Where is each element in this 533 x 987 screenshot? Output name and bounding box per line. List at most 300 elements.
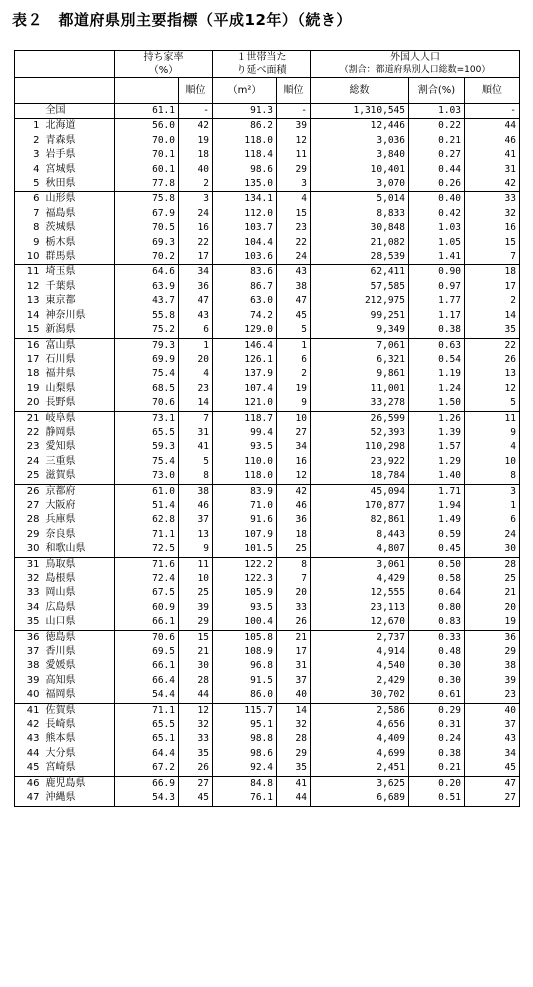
cell-own-rank: 27 xyxy=(179,776,213,791)
cell-fpop: 4,699 xyxy=(311,747,409,761)
cell-own-rank: 47 xyxy=(179,294,213,308)
cell-own: 71.6 xyxy=(115,557,179,572)
cell-code: 15 xyxy=(15,323,43,338)
cell-own: 64.4 xyxy=(152,747,175,759)
national-own: 61.1 xyxy=(115,104,179,119)
table-row xyxy=(15,163,520,177)
cell-area-rank: 5 xyxy=(277,323,311,338)
cell-own: 70.2 xyxy=(152,251,175,263)
table-row xyxy=(15,192,520,207)
cell-name: 島根県 xyxy=(43,572,115,586)
cell-area-rank: 28 xyxy=(277,732,311,746)
cell-fratio: 0.30 xyxy=(409,674,465,688)
cell-area-rank: 26 xyxy=(277,615,311,630)
cell-code: 5 xyxy=(15,177,43,192)
table-row xyxy=(15,440,520,454)
cell-area-rank: 47 xyxy=(277,294,311,308)
cell-name: 高知県 xyxy=(43,674,115,688)
cell-own-rank: 6 xyxy=(179,323,213,338)
cell-fratio: 0.51 xyxy=(409,791,465,806)
cell-area: 83.6 xyxy=(213,265,277,280)
cell-frank: 45 xyxy=(465,761,520,776)
cell-area-rank: 3 xyxy=(277,177,311,192)
cell-area-rank: 2 xyxy=(277,367,311,381)
cell-name: 熊本県 xyxy=(43,732,115,746)
cell-area: 91.6 xyxy=(250,514,273,526)
table-row xyxy=(15,396,520,411)
cell-own-rank: 33 xyxy=(179,732,213,746)
cell-area-rank: 25 xyxy=(277,542,311,557)
cell-frank: 16 xyxy=(465,221,520,235)
cell-fratio: 1.39 xyxy=(409,426,465,440)
cell-own-rank: 45 xyxy=(179,791,213,806)
cell-own: 68.5 xyxy=(152,382,175,394)
cell-own: 66.1 xyxy=(152,616,175,628)
table-row xyxy=(15,280,520,294)
cell-area-rank: 23 xyxy=(277,221,311,235)
cell-area: 121.0 xyxy=(244,397,273,409)
cell-own-rank: 36 xyxy=(179,280,213,294)
cell-code: 13 xyxy=(15,294,43,308)
cell-own: 54.4 xyxy=(152,689,175,701)
cell-area: 137.9 xyxy=(244,368,273,380)
cell-fratio: 1.29 xyxy=(409,455,465,469)
cell-fratio: 0.38 xyxy=(409,323,465,338)
national-fpop: 1,310,545 xyxy=(311,104,409,119)
header-area-unit: （m²） xyxy=(213,78,277,104)
cell-own: 60.9 xyxy=(152,601,175,613)
cell-fratio: 0.42 xyxy=(409,207,465,221)
table-row xyxy=(15,382,520,396)
cell-own: 70.6 xyxy=(152,397,175,409)
cell-code: 24 xyxy=(15,455,43,469)
cell-fpop: 4,914 xyxy=(311,645,409,659)
cell-own: 70.0 xyxy=(152,134,175,146)
cell-own-rank: 17 xyxy=(179,250,213,265)
cell-frank: 40 xyxy=(465,703,520,718)
cell-area: 126.1 xyxy=(244,353,273,365)
table-row xyxy=(15,601,520,615)
cell-fpop: 26,599 xyxy=(311,411,409,426)
cell-fpop: 10,401 xyxy=(311,163,409,177)
cell-fratio: 1.26 xyxy=(409,411,465,426)
cell-fpop: 4,540 xyxy=(311,659,409,673)
cell-code: 17 xyxy=(15,353,43,367)
cell-name: 青森県 xyxy=(43,134,115,148)
cell-area-rank: 46 xyxy=(277,499,311,513)
cell-area-rank: 35 xyxy=(277,761,311,776)
cell-frank: 4 xyxy=(465,440,520,454)
cell-area: 95.1 xyxy=(250,719,273,731)
table-row xyxy=(15,703,520,718)
cell-area-rank: 12 xyxy=(277,134,311,148)
cell-fpop: 3,070 xyxy=(311,177,409,192)
cell-area-rank: 29 xyxy=(277,163,311,177)
cell-own-rank: 29 xyxy=(179,615,213,630)
cell-own: 79.3 xyxy=(115,338,179,353)
cell-code: 3 xyxy=(15,148,43,162)
table-row xyxy=(15,265,520,280)
cell-fpop: 57,585 xyxy=(311,280,409,294)
cell-area-rank: 18 xyxy=(277,528,311,542)
cell-frank: 42 xyxy=(465,177,520,192)
cell-code: 40 xyxy=(15,688,43,703)
cell-frank: 30 xyxy=(465,542,520,557)
header-floor-area-label: １世帯当た り延べ面積 xyxy=(236,52,287,76)
cell-fratio: 1.50 xyxy=(409,396,465,411)
cell-own: 73.0 xyxy=(152,470,175,482)
cell-area-rank: 1 xyxy=(277,338,311,353)
header-foreign-population-label: 外国人人口 xyxy=(390,52,440,63)
cell-area: 129.0 xyxy=(244,324,273,336)
table-row xyxy=(15,221,520,235)
cell-own: 61.0 xyxy=(115,484,179,499)
header-corner-bottom xyxy=(15,78,115,104)
table-row xyxy=(15,528,520,542)
cell-area: 100.4 xyxy=(244,616,273,628)
cell-area-rank: 7 xyxy=(277,572,311,586)
cell-own: 60.1 xyxy=(152,163,175,175)
cell-area: 105.9 xyxy=(244,587,273,599)
cell-own: 56.0 xyxy=(115,119,179,134)
cell-frank: 28 xyxy=(465,557,520,572)
cell-fratio: 1.05 xyxy=(409,236,465,250)
cell-fratio: 0.21 xyxy=(409,761,465,776)
cell-frank: 11 xyxy=(465,411,520,426)
cell-fpop: 8,443 xyxy=(311,528,409,542)
cell-own-rank: 32 xyxy=(179,718,213,732)
cell-own-rank: 40 xyxy=(179,163,213,177)
cell-fpop: 2,737 xyxy=(311,630,409,645)
cell-fpop: 18,784 xyxy=(311,469,409,484)
cell-fratio: 0.54 xyxy=(409,353,465,367)
cell-area-rank: 32 xyxy=(277,718,311,732)
cell-area-rank: 16 xyxy=(277,455,311,469)
cell-fpop: 3,840 xyxy=(311,148,409,162)
cell-code: 25 xyxy=(15,469,43,484)
table-row xyxy=(15,732,520,746)
header-home-ownership: 持ち家率 （%） xyxy=(115,51,213,78)
cell-area: 83.9 xyxy=(213,484,277,499)
cell-own-rank: 9 xyxy=(179,542,213,557)
cell-frank: 47 xyxy=(465,776,520,791)
cell-fpop: 212,975 xyxy=(311,294,409,308)
cell-fratio: 0.33 xyxy=(409,630,465,645)
cell-area-rank: 34 xyxy=(277,440,311,454)
cell-frank: 22 xyxy=(465,338,520,353)
cell-area-rank: 11 xyxy=(277,148,311,162)
cell-fratio: 0.63 xyxy=(409,338,465,353)
cell-area: 84.8 xyxy=(213,776,277,791)
cell-area-rank: 17 xyxy=(277,645,311,659)
cell-area: 107.9 xyxy=(244,528,273,540)
cell-frank: 32 xyxy=(465,207,520,221)
cell-own: 67.9 xyxy=(152,207,175,219)
cell-fpop: 5,014 xyxy=(311,192,409,207)
table-row xyxy=(15,148,520,162)
cell-area: 86.2 xyxy=(213,119,277,134)
cell-frank: 3 xyxy=(465,484,520,499)
cell-area-rank: 36 xyxy=(277,513,311,527)
cell-own: 66.9 xyxy=(115,776,179,791)
cell-own: 59.3 xyxy=(152,441,175,453)
cell-frank: 43 xyxy=(465,732,520,746)
cell-fratio: 0.38 xyxy=(409,747,465,761)
cell-own-rank: 7 xyxy=(179,411,213,426)
cell-fratio: 1.03 xyxy=(409,221,465,235)
cell-name: 愛媛県 xyxy=(43,659,115,673)
cell-fpop: 9,349 xyxy=(311,323,409,338)
cell-code: 23 xyxy=(15,440,43,454)
cell-code: 2 xyxy=(15,134,43,148)
cell-frank: 34 xyxy=(465,747,520,761)
cell-fpop: 2,451 xyxy=(311,761,409,776)
cell-fpop: 99,251 xyxy=(311,309,409,323)
cell-code: 14 xyxy=(15,309,43,323)
cell-frank: 6 xyxy=(465,513,520,527)
cell-name: 千葉県 xyxy=(43,280,115,294)
cell-own-rank: 22 xyxy=(179,236,213,250)
cell-name: 鹿児島県 xyxy=(43,776,115,791)
table-row xyxy=(15,791,520,806)
table-row xyxy=(15,484,520,499)
cell-own: 65.1 xyxy=(152,733,175,745)
cell-own: 75.8 xyxy=(115,192,179,207)
cell-frank: 13 xyxy=(465,367,520,381)
cell-own-rank: 24 xyxy=(179,207,213,221)
cell-fratio: 1.19 xyxy=(409,367,465,381)
cell-area-rank: 43 xyxy=(277,265,311,280)
cell-code: 27 xyxy=(15,499,43,513)
cell-area: 92.4 xyxy=(250,762,273,774)
cell-name: 三重県 xyxy=(43,455,115,469)
table-row xyxy=(15,119,520,134)
cell-fratio: 1.17 xyxy=(409,309,465,323)
cell-fpop: 45,094 xyxy=(311,484,409,499)
cell-code: 10 xyxy=(15,250,43,265)
cell-frank: 39 xyxy=(465,674,520,688)
cell-area: 108.9 xyxy=(244,646,273,658)
cell-area: 135.0 xyxy=(244,178,273,190)
cell-frank: 12 xyxy=(465,382,520,396)
cell-code: 1 xyxy=(15,119,43,134)
cell-code: 45 xyxy=(15,761,43,776)
cell-name: 静岡県 xyxy=(43,426,115,440)
cell-own: 75.4 xyxy=(152,368,175,380)
cell-frank: 19 xyxy=(465,615,520,630)
cell-own: 70.1 xyxy=(152,149,175,161)
cell-fpop: 110,298 xyxy=(311,440,409,454)
cell-own: 65.5 xyxy=(152,426,175,438)
header-foreign-rank: 順位 xyxy=(465,78,520,104)
cell-own-rank: 39 xyxy=(179,601,213,615)
cell-area: 118.4 xyxy=(244,149,273,161)
cell-area: 105.8 xyxy=(213,630,277,645)
cell-code: 9 xyxy=(15,236,43,250)
national-area-rank: - xyxy=(277,104,311,119)
national-name: 全国 xyxy=(43,104,115,119)
cell-name: 宮崎県 xyxy=(43,761,115,776)
table-row xyxy=(15,455,520,469)
cell-frank: 31 xyxy=(465,163,520,177)
cell-area: 118.0 xyxy=(244,470,273,482)
table-row xyxy=(15,177,520,192)
cell-fpop: 12,555 xyxy=(311,586,409,600)
cell-code: 18 xyxy=(15,367,43,381)
cell-own: 69.5 xyxy=(152,646,175,658)
cell-own: 70.6 xyxy=(115,630,179,645)
cell-area-rank: 42 xyxy=(277,484,311,499)
cell-own-rank: 43 xyxy=(179,309,213,323)
cell-fpop: 23,113 xyxy=(311,601,409,615)
cell-own: 71.1 xyxy=(115,703,179,718)
cell-area: 63.0 xyxy=(250,295,273,307)
national-own-rank: - xyxy=(179,104,213,119)
cell-area-rank: 40 xyxy=(277,688,311,703)
table-row xyxy=(15,586,520,600)
cell-name: 福井県 xyxy=(43,367,115,381)
cell-frank: 17 xyxy=(465,280,520,294)
cell-fpop: 9,861 xyxy=(311,367,409,381)
cell-code: 4 xyxy=(15,163,43,177)
table-row xyxy=(15,411,520,426)
cell-own: 69.3 xyxy=(152,236,175,248)
table-row xyxy=(15,499,520,513)
cell-name: 神奈川県 xyxy=(43,309,115,323)
cell-own: 69.9 xyxy=(152,353,175,365)
cell-fratio: 0.61 xyxy=(409,688,465,703)
cell-fpop: 7,061 xyxy=(311,338,409,353)
cell-own-rank: 31 xyxy=(179,426,213,440)
cell-fratio: 0.48 xyxy=(409,645,465,659)
cell-name: 和歌山県 xyxy=(43,542,115,557)
cell-own-rank: 23 xyxy=(179,382,213,396)
cell-code: 22 xyxy=(15,426,43,440)
cell-area: 91.5 xyxy=(250,674,273,686)
cell-fpop: 21,082 xyxy=(311,236,409,250)
cell-area: 71.0 xyxy=(250,499,273,511)
cell-area: 118.7 xyxy=(213,411,277,426)
table-row xyxy=(15,659,520,673)
header-area-rank: 順位 xyxy=(277,78,311,104)
cell-code: 43 xyxy=(15,732,43,746)
cell-code: 28 xyxy=(15,513,43,527)
cell-own-rank: 42 xyxy=(179,119,213,134)
cell-area: 74.2 xyxy=(250,309,273,321)
cell-fpop: 82,861 xyxy=(311,513,409,527)
cell-fratio: 0.21 xyxy=(409,134,465,148)
table-row xyxy=(15,469,520,484)
header-foreign-population-note: （割合：都道府県別人口総数=100） xyxy=(339,65,491,75)
cell-own: 67.2 xyxy=(152,762,175,774)
cell-fpop: 3,036 xyxy=(311,134,409,148)
cell-name: 長野県 xyxy=(43,396,115,411)
cell-code: 12 xyxy=(15,280,43,294)
cell-own: 64.6 xyxy=(115,265,179,280)
cell-area: 96.8 xyxy=(250,660,273,672)
cell-area: 103.6 xyxy=(244,251,273,263)
cell-frank: 44 xyxy=(465,119,520,134)
cell-area-rank: 33 xyxy=(277,601,311,615)
cell-area: 93.5 xyxy=(250,601,273,613)
cell-own-rank: 21 xyxy=(179,645,213,659)
cell-own: 72.4 xyxy=(152,573,175,584)
cell-own: 63.9 xyxy=(152,280,175,292)
cell-name: 埼玉県 xyxy=(43,265,115,280)
cell-name: 山口県 xyxy=(43,615,115,630)
cell-area: 86.7 xyxy=(250,280,273,292)
cell-code: 7 xyxy=(15,207,43,221)
cell-name: 宮城県 xyxy=(43,163,115,177)
cell-frank: 7 xyxy=(465,250,520,265)
cell-code: 20 xyxy=(15,396,43,411)
cell-fratio: 0.20 xyxy=(409,776,465,791)
cell-own-rank: 12 xyxy=(179,703,213,718)
cell-code: 11 xyxy=(15,265,43,280)
cell-own-rank: 4 xyxy=(179,367,213,381)
table-row xyxy=(15,426,520,440)
table-row xyxy=(15,761,520,776)
cell-fpop: 52,393 xyxy=(311,426,409,440)
cell-own-rank: 37 xyxy=(179,513,213,527)
cell-area-rank: 31 xyxy=(277,659,311,673)
cell-code: 8 xyxy=(15,221,43,235)
cell-area: 98.6 xyxy=(250,747,273,759)
cell-area-rank: 8 xyxy=(277,557,311,572)
cell-own: 43.7 xyxy=(152,295,175,307)
cell-own: 67.5 xyxy=(152,587,175,599)
table-row xyxy=(15,615,520,630)
cell-own: 75.2 xyxy=(152,324,175,336)
cell-frank: 14 xyxy=(465,309,520,323)
cell-name: 佐賀県 xyxy=(43,703,115,718)
cell-code: 39 xyxy=(15,674,43,688)
table-row xyxy=(15,776,520,791)
cell-fratio: 0.97 xyxy=(409,280,465,294)
table-row xyxy=(15,630,520,645)
cell-fratio: 0.83 xyxy=(409,615,465,630)
cell-own: 62.8 xyxy=(152,514,175,526)
cell-fratio: 0.45 xyxy=(409,542,465,557)
cell-area-rank: 41 xyxy=(277,776,311,791)
cell-own: 54.3 xyxy=(115,791,179,806)
cell-area: 93.5 xyxy=(250,441,273,453)
header-own-spacer xyxy=(115,78,179,104)
cell-name: 愛知県 xyxy=(43,440,115,454)
cell-code: 30 xyxy=(15,542,43,557)
cell-name: 長崎県 xyxy=(43,718,115,732)
cell-own-rank: 10 xyxy=(179,572,213,586)
cell-name: 栃木県 xyxy=(43,236,115,250)
table-row xyxy=(15,236,520,250)
cell-frank: 8 xyxy=(465,469,520,484)
table-row xyxy=(15,513,520,527)
cell-name: 秋田県 xyxy=(43,177,115,192)
cell-fpop: 30,848 xyxy=(311,221,409,235)
cell-name: 徳島県 xyxy=(43,630,115,645)
cell-frank: 21 xyxy=(465,586,520,600)
cell-fpop: 8,833 xyxy=(311,207,409,221)
cell-fpop: 4,807 xyxy=(311,542,409,557)
national-frank: - xyxy=(465,104,520,119)
cell-own-rank: 25 xyxy=(179,586,213,600)
cell-name: 新潟県 xyxy=(43,323,115,338)
cell-name: 東京都 xyxy=(43,294,115,308)
cell-fratio: 1.94 xyxy=(409,499,465,513)
cell-name: 鳥取県 xyxy=(43,557,115,572)
cell-frank: 15 xyxy=(465,236,520,250)
cell-fpop: 2,586 xyxy=(311,703,409,718)
